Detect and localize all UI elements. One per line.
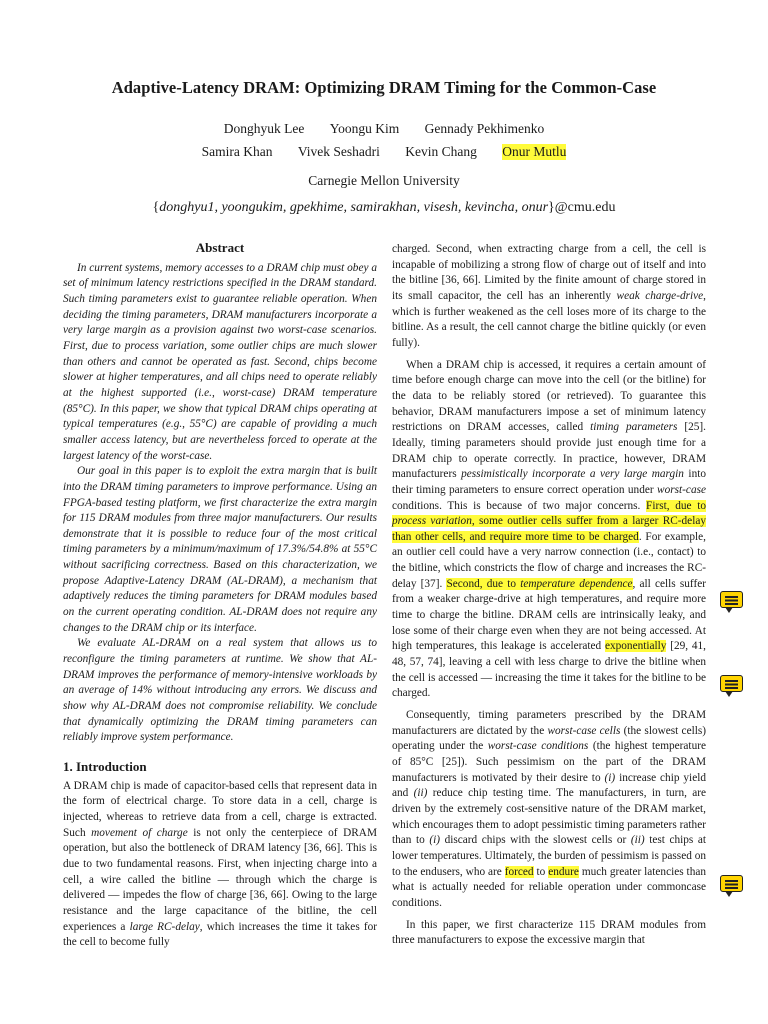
highlight-annotation[interactable]: forced [504, 865, 534, 878]
abstract [63, 261, 377, 746]
author-list [0, 121, 768, 137]
highlight-annotation[interactable]: exponentially [604, 640, 667, 653]
abstract-paragraph: Our goal in this paper is to exploit the extra margin that is built into the DRAM timing parameters to improve performance. Using an FPGA-based testing platform, we first characterize the extra margin for 115 DRAM modules from three major manufacturers. Our results demonstrate that it is possible to reduce four of the most critical timing parameters by a minimum/maximum of 17.3%/54.8% at 55°C without sacrificing correctness. Based on this characterization, we propose Adaptive-Latency DRAM (AL-DRAM), a mechanism that adaptively reduces the timing parameters for DRAM modules based on the current operating condition. AL-DRAM does not require any changes to the DRAM chip or its interface. [63, 465, 377, 634]
author-list [0, 144, 768, 160]
highlight-annotation[interactable]: Second, due to temperature dependence [446, 577, 633, 590]
author-name: Yoongu Kim [329, 121, 400, 136]
body-paragraph: Consequently, timing parameters prescribed by the DRAM manufacturers are dictated by the worst-case cells (the slowest cells) operating under the worst-case conditions (the highest temperature of 85°C [25]). Such pessimism on the part of the DRAM manufacturers is motivated by their desire to (i) increase chip yield and (ii) reduce chip testing time. The manufacturers, in turn, are driven by the extremely cost-sensitive nature of the DRAM market, which encourages them to adopt pessimistic timing parameters rather than to (i) discard chips with the slowest cells or (ii) test chips at lower temperatures. Ultimately, the burden of pessimism is passed on to the endusers, who are forced to endure much greater latencies than what is actually needed for reliable operation under commoncase conditions. [392, 709, 707, 909]
abstract-paragraph: In current systems, memory accesses to a DRAM chip must obey a set of minimum latency restrictions specified in the DRAM standard. Such timing parameters exist to guarantee reliable operation. When deciding the timing parameters, DRAM manufacturers incorporate a very large margin as a provision against two worst-case scenarios. First, due to process variation, some outlier chips are much slower than others and cannot be operated as fast. Second, chips become slower at higher temperatures, and all chips need to operate reliably at the highest supported (i.e., worst-case) DRAM temperature (85°C). In this paper, we show that typical DRAM chips operating at typical temperatures (e.g., 55°C) are capable of providing a much smaller access latency, but are nevertheless forced to operate at the largest latency of the worst-case. [63, 261, 377, 462]
highlight-annotation[interactable]: First, due to process variation, some outlier cells suffer from a larger RC-delay than other cells, and require more time to be charged [392, 499, 706, 543]
paper-title: Adaptive-Latency DRAM: Optimizing DRAM Timing for the Common-Case [111, 78, 657, 97]
comment-icon[interactable] [720, 675, 743, 692]
author-name: Donghyuk Lee [223, 121, 305, 136]
left-column [63, 240, 377, 951]
abstract-paragraph: We evaluate AL-DRAM on a real system that allows us to reconfigure the timing parameters at runtime. We show that AL-DRAM improves the performance of memory-intensive workloads by an average of 14% without introducing any errors. We discuss and show why AL-DRAM does not compromise reliability. We conclude that dynamically optimizing the DRAM timing parameters can reliably improve system performance. [63, 637, 377, 744]
body-paragraph: A DRAM chip is made of capacitor-based cells that represent data in the form of electrical charge. To store data in a cell, charge is injected, whereas to retrieve data from a cell, charge is extracted. Such movement of charge is not only the centerpiece of DRAM operation, but also the bottleneck of DRAM latency [36, 66]. This is due to two fundamental reasons. First, when injecting charge into a cell, a wire called the bitline — through which the charge is delivered — impedes the flow of charge [36, 66]. Owing to the large resistance and the large capacitance of the bitline, the cell experiences a large RC-delay, which increases the time it takes for the cell to become fully [63, 779, 378, 949]
body-paragraph: charged. Second, when extracting charge from a cell, the cell is incapable of mobilizing a strong flow of charge out of itself and into the bitline [36, 66]. Limited by the finite amount of charge stored in its small capacitor, the cell has an inherently weak charge-drive, which is further weakened as the cell loses more of its charge to the bitline. As a result, the cell cannot charge the bitline quickly (or even fully). [392, 243, 706, 349]
author-name: Gennady Pekhimenko [424, 121, 545, 136]
comment-icon[interactable] [720, 591, 743, 608]
author-name-highlighted[interactable]: Onur Mutlu [502, 144, 567, 159]
author-name: Kevin Chang [405, 144, 477, 159]
affiliation: Carnegie Mellon University [308, 173, 460, 188]
author-emails: {donghyu1, yoongukim, gpekhime, samirakhan, visesh, kevincha, onur}@cmu.edu [152, 200, 616, 215]
body-paragraph: In this paper, we first characterize 115 DRAM modules from three manufacturers to expose the excessive margin that [392, 918, 706, 947]
right-column [392, 242, 706, 949]
abstract-heading: Abstract [195, 240, 245, 255]
author-name: Samira Khan [201, 144, 273, 159]
section-heading: 1. Introduction [63, 759, 147, 774]
author-name: Vivek Seshadri [297, 144, 380, 159]
highlight-annotation[interactable]: endure [548, 865, 579, 878]
comment-icon[interactable] [720, 875, 743, 892]
body-paragraph: When a DRAM chip is accessed, it requires a certain amount of time before enough charge can move into the cell (or the bitline) for the data to be reliably stored (or retrieved). To guarantee this behavior, DRAM manufacturers impose a set of minimum latency restrictions on DRAM accesses, called timing parameters [25]. Ideally, timing parameters should provide just enough time for a DRAM chip to operate correctly. In practice, however, DRAM manufacturers pessimistically incorporate a very large margin into their timing parameters to ensure correct operation under worst-case conditions. This is because of two major concerns. First, due to process variation, some outlier cells suffer from a larger RC-delay than other cells, and require more time to be charged. For example, an outlier cell could have a very narrow connection (i.e., contact) to the bitline, which constricts the flow of charge and increases the RC-delay [37]. Second, due to temperature dependence, all cells suffer from a weaker charge-drive at high temperatures, and require more time to charge the bitline. DRAM cells are intrinsically leaky, and lose some of their charge even when they are not being accessed. At high temperatures, this leakage is accelerated exponentially [29, 41, 48, 57, 74], leaving a cell with less charge to drive the bitline when the cell is accessed — increasing the time it takes for the bitline to be charged. [392, 358, 707, 700]
